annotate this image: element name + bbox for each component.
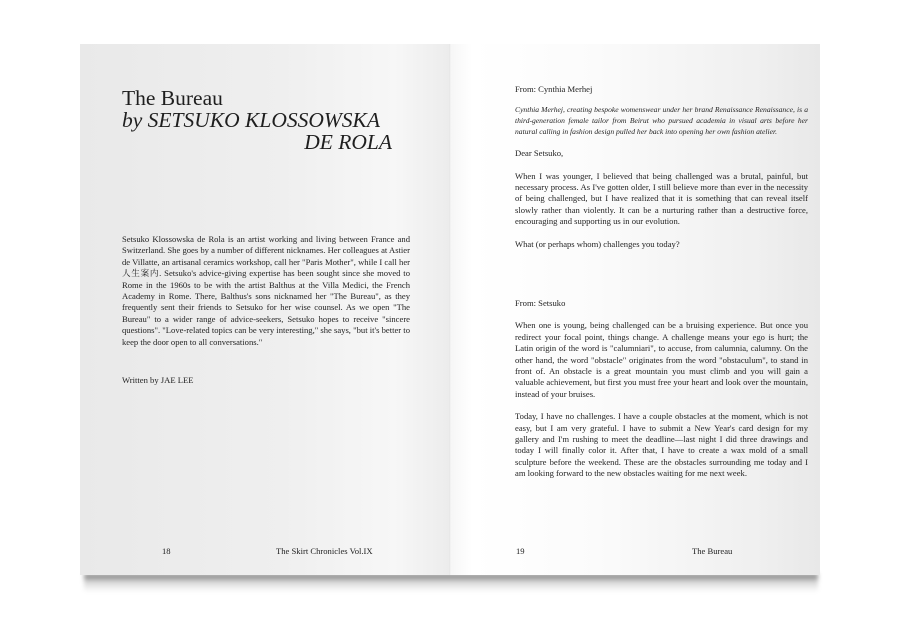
letter-question: What (or perhaps whom) challenges you today? (515, 238, 680, 249)
reply-paragraph: When one is young, being challenged can be a bruising experience. But once you redirect your focal point, things change. A challenge means your ego is hurt; the Latin origin of the word is "calumniari", to accuse, from calumnia, calumny. On the other hand, the word "obstacle" originates from the word "obstaculum", to stand in front of. An obstacle is a great mountain you must climb and you will gain a valuable achievement, but first you must free your heart and look over the mountain, instead of your bruises. (515, 320, 808, 399)
page-number: 18 (162, 546, 171, 556)
spread-shadow (84, 574, 818, 592)
letter-section (515, 84, 808, 250)
right-page (450, 44, 820, 575)
from-line: From: Cynthia Merhej (515, 84, 593, 94)
page-number: 19 (516, 546, 525, 556)
running-title: The Skirt Chronicles Vol.IX (276, 546, 373, 556)
running-title: The Bureau (692, 546, 733, 556)
letter-paragraph: When I was younger, I believed that being challenged was a brutal, painful, but necessary process. As I've gotten older, I still believe more than ever in the necessity of being challenged, but I have realized that it is something that can reveal itself slowly rather than violently. It can be a nurturing rather than a destructive force, encouraging and supporting us in our evolution. (515, 170, 808, 227)
from-line: From: Setsuko (515, 298, 566, 308)
reply-paragraph: Today, I have no challenges. I have a couple obstacles at the moment, which is not easy, but I am very grateful. I have to submit a New Year's card design for my gallery and I'm rushing to meet the deadline—last night I did three drawings and today I will finally color it. After that, I have to create a wax mold of a small sculpture before the weekend. These are the obstacles surrounding me today and I am looking forward to the new obstacles waiting for me next week. (515, 411, 808, 479)
book-spine (449, 44, 451, 575)
byline: Written by JAE LEE (122, 375, 194, 385)
article-title (122, 87, 392, 153)
title-author-line-continued: DE ROLA (304, 130, 392, 154)
title-author-line: by SETSUKO KLOSSOWSKA (122, 108, 381, 132)
intro-paragraph: Setsuko Klossowska de Rola is an artist working and living between France and Switzerland. She goes by a number of different nicknames. Her colleagues at Astier de Villatte, an artisanal ceramics workshop, call her "Paris Mother", while I call her 人生案内. Setsuko's advice-giving expertise has been sought since she moved to Rome in the 1960s to be with the artist Balthus at the Villa Medici, the French Academy in Rome. There, Balthus's sons nicknamed her "The Bureau", as they frequently sent their friends to Setsuko for her wise counsel. As we open "The Bureau" to a wider range of advice-seekers, Setsuko hopes to receive "sincere questions". "Love-related topics can be very interesting," she says, "but it's better to keep the door open to all conversations." (122, 234, 410, 347)
salutation: Dear Setsuko, (515, 148, 564, 159)
title-line: The Bureau (122, 86, 223, 110)
reply-section (515, 298, 808, 480)
contributor-bio: Cynthia Merhej, creating bespoke womenswear under her brand Renaissance Renaissance, is a third-generation female tailor from Beirut who pursued academia in visual arts before her natural calling in fashion design pulled her back into opening her own fashion atelier. (515, 105, 808, 136)
left-page (80, 44, 450, 575)
